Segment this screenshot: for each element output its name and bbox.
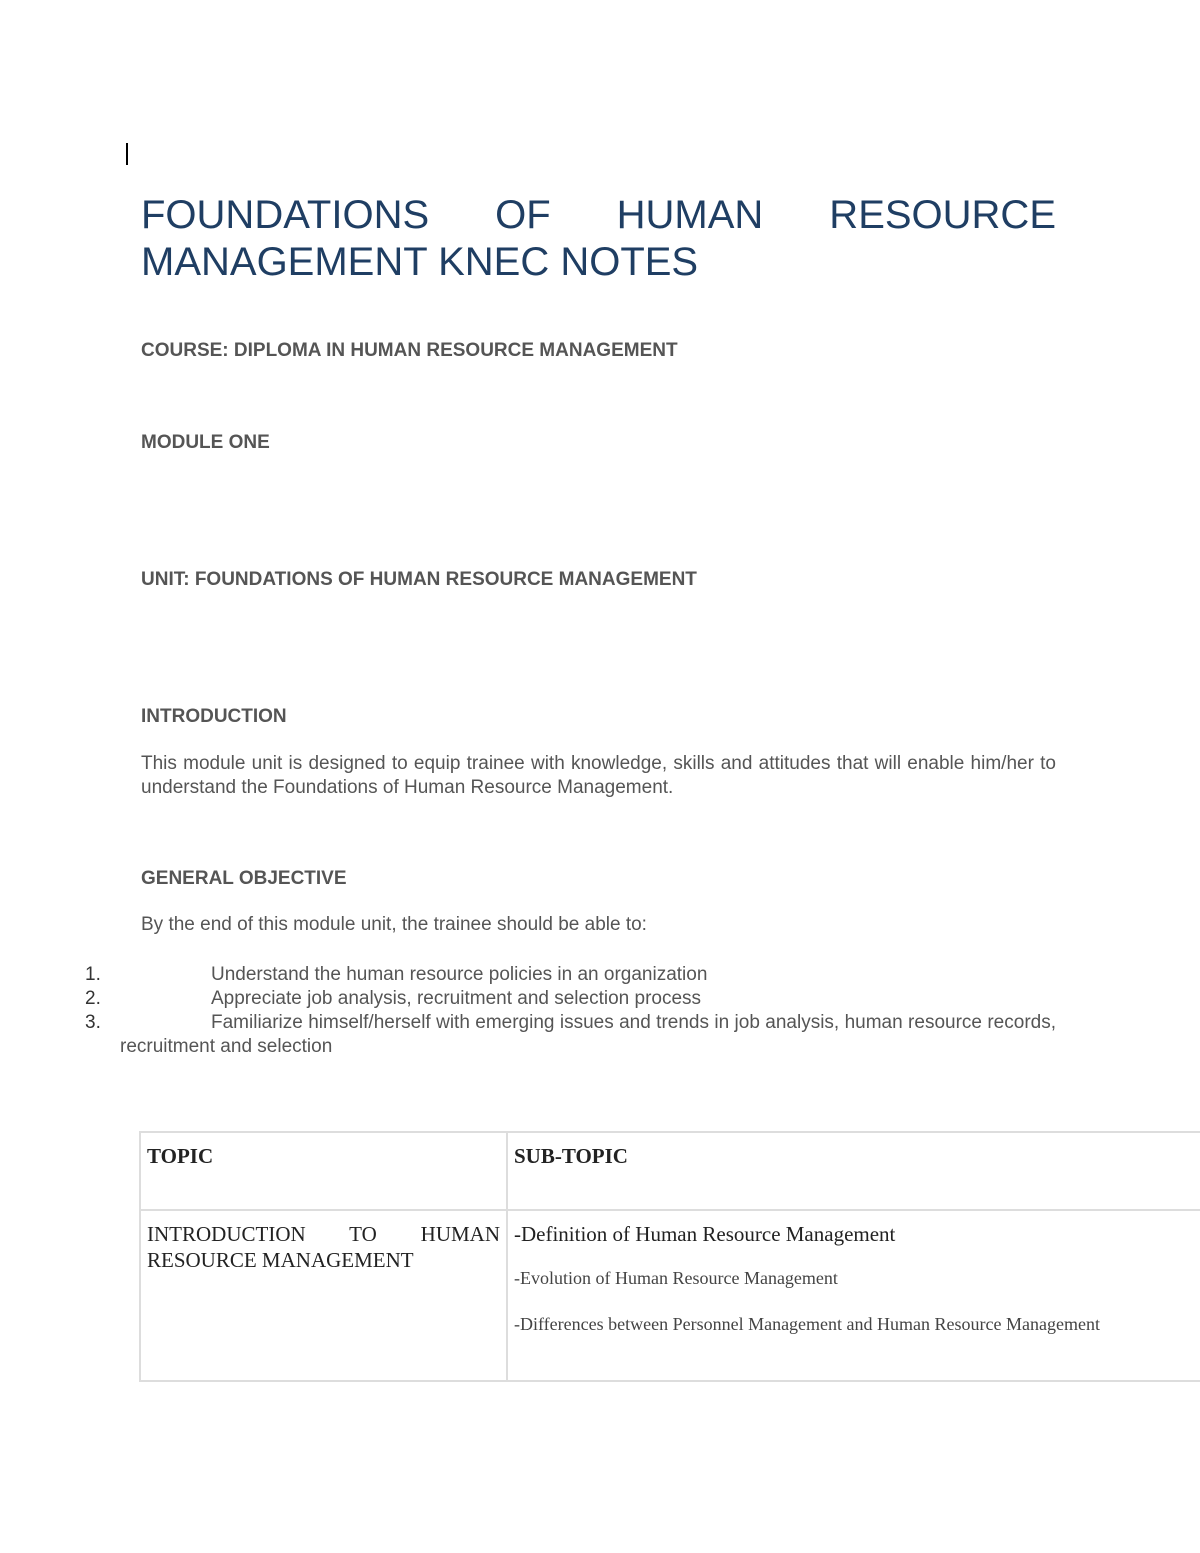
objective-number: 3.	[85, 1012, 101, 1033]
introduction-text: This module unit is designed to equip trainee with knowledge, skills and attitudes that will enable him/her to understand the Foundations of Human Resource Management.	[141, 753, 1056, 798]
introduction-heading: INTRODUCTION	[141, 706, 287, 727]
objective-number: 2.	[85, 988, 101, 1009]
topics-table	[139, 1131, 1200, 1382]
topic-cell: INTRODUCTION TO HUMAN RESOURCE MANAGEMENT	[140, 1210, 507, 1381]
table-header-row	[140, 1132, 1200, 1210]
objective-text: Understand the human resource policies in an organization	[211, 964, 708, 985]
objective-text: Appreciate job analysis, recruitment and selection process	[211, 988, 702, 1009]
general-objective-lead: By the end of this module unit, the trainee should be able to:	[141, 914, 647, 935]
subtopic-item: -Evolution of Human Resource Management	[514, 1268, 838, 1288]
module-heading: MODULE ONE	[141, 432, 270, 453]
course-heading: COURSE: DIPLOMA IN HUMAN RESOURCE MANAGEMENT	[141, 340, 678, 361]
subtopic-item: -Differences between Personnel Management and Human Resource Management	[514, 1314, 1100, 1334]
general-objective-heading: GENERAL OBJECTIVE	[141, 868, 347, 889]
objective-item	[0, 987, 1056, 1011]
objective-item	[0, 1011, 1056, 1059]
objective-text: Familiarize himself/herself with emerging issues and trends in job analysis, human resource records, recruitment and selection	[120, 1012, 1056, 1057]
objective-item	[0, 963, 1056, 987]
table-header-subtopic: SUB-TOPIC	[507, 1132, 1200, 1210]
subtopic-cell	[507, 1210, 1200, 1381]
text-cursor	[126, 143, 128, 165]
document-title: FOUNDATIONS OF HUMAN RESOURCE MANAGEMENT KNEC NOTES	[141, 193, 1056, 284]
objectives-list	[0, 963, 1200, 1059]
table-row	[140, 1210, 1200, 1381]
objective-number: 1.	[85, 964, 101, 985]
unit-heading: UNIT: FOUNDATIONS OF HUMAN RESOURCE MANAGEMENT	[141, 569, 697, 590]
subtopic-item: -Definition of Human Resource Management	[514, 1222, 896, 1246]
table-header-topic: TOPIC	[140, 1132, 507, 1210]
